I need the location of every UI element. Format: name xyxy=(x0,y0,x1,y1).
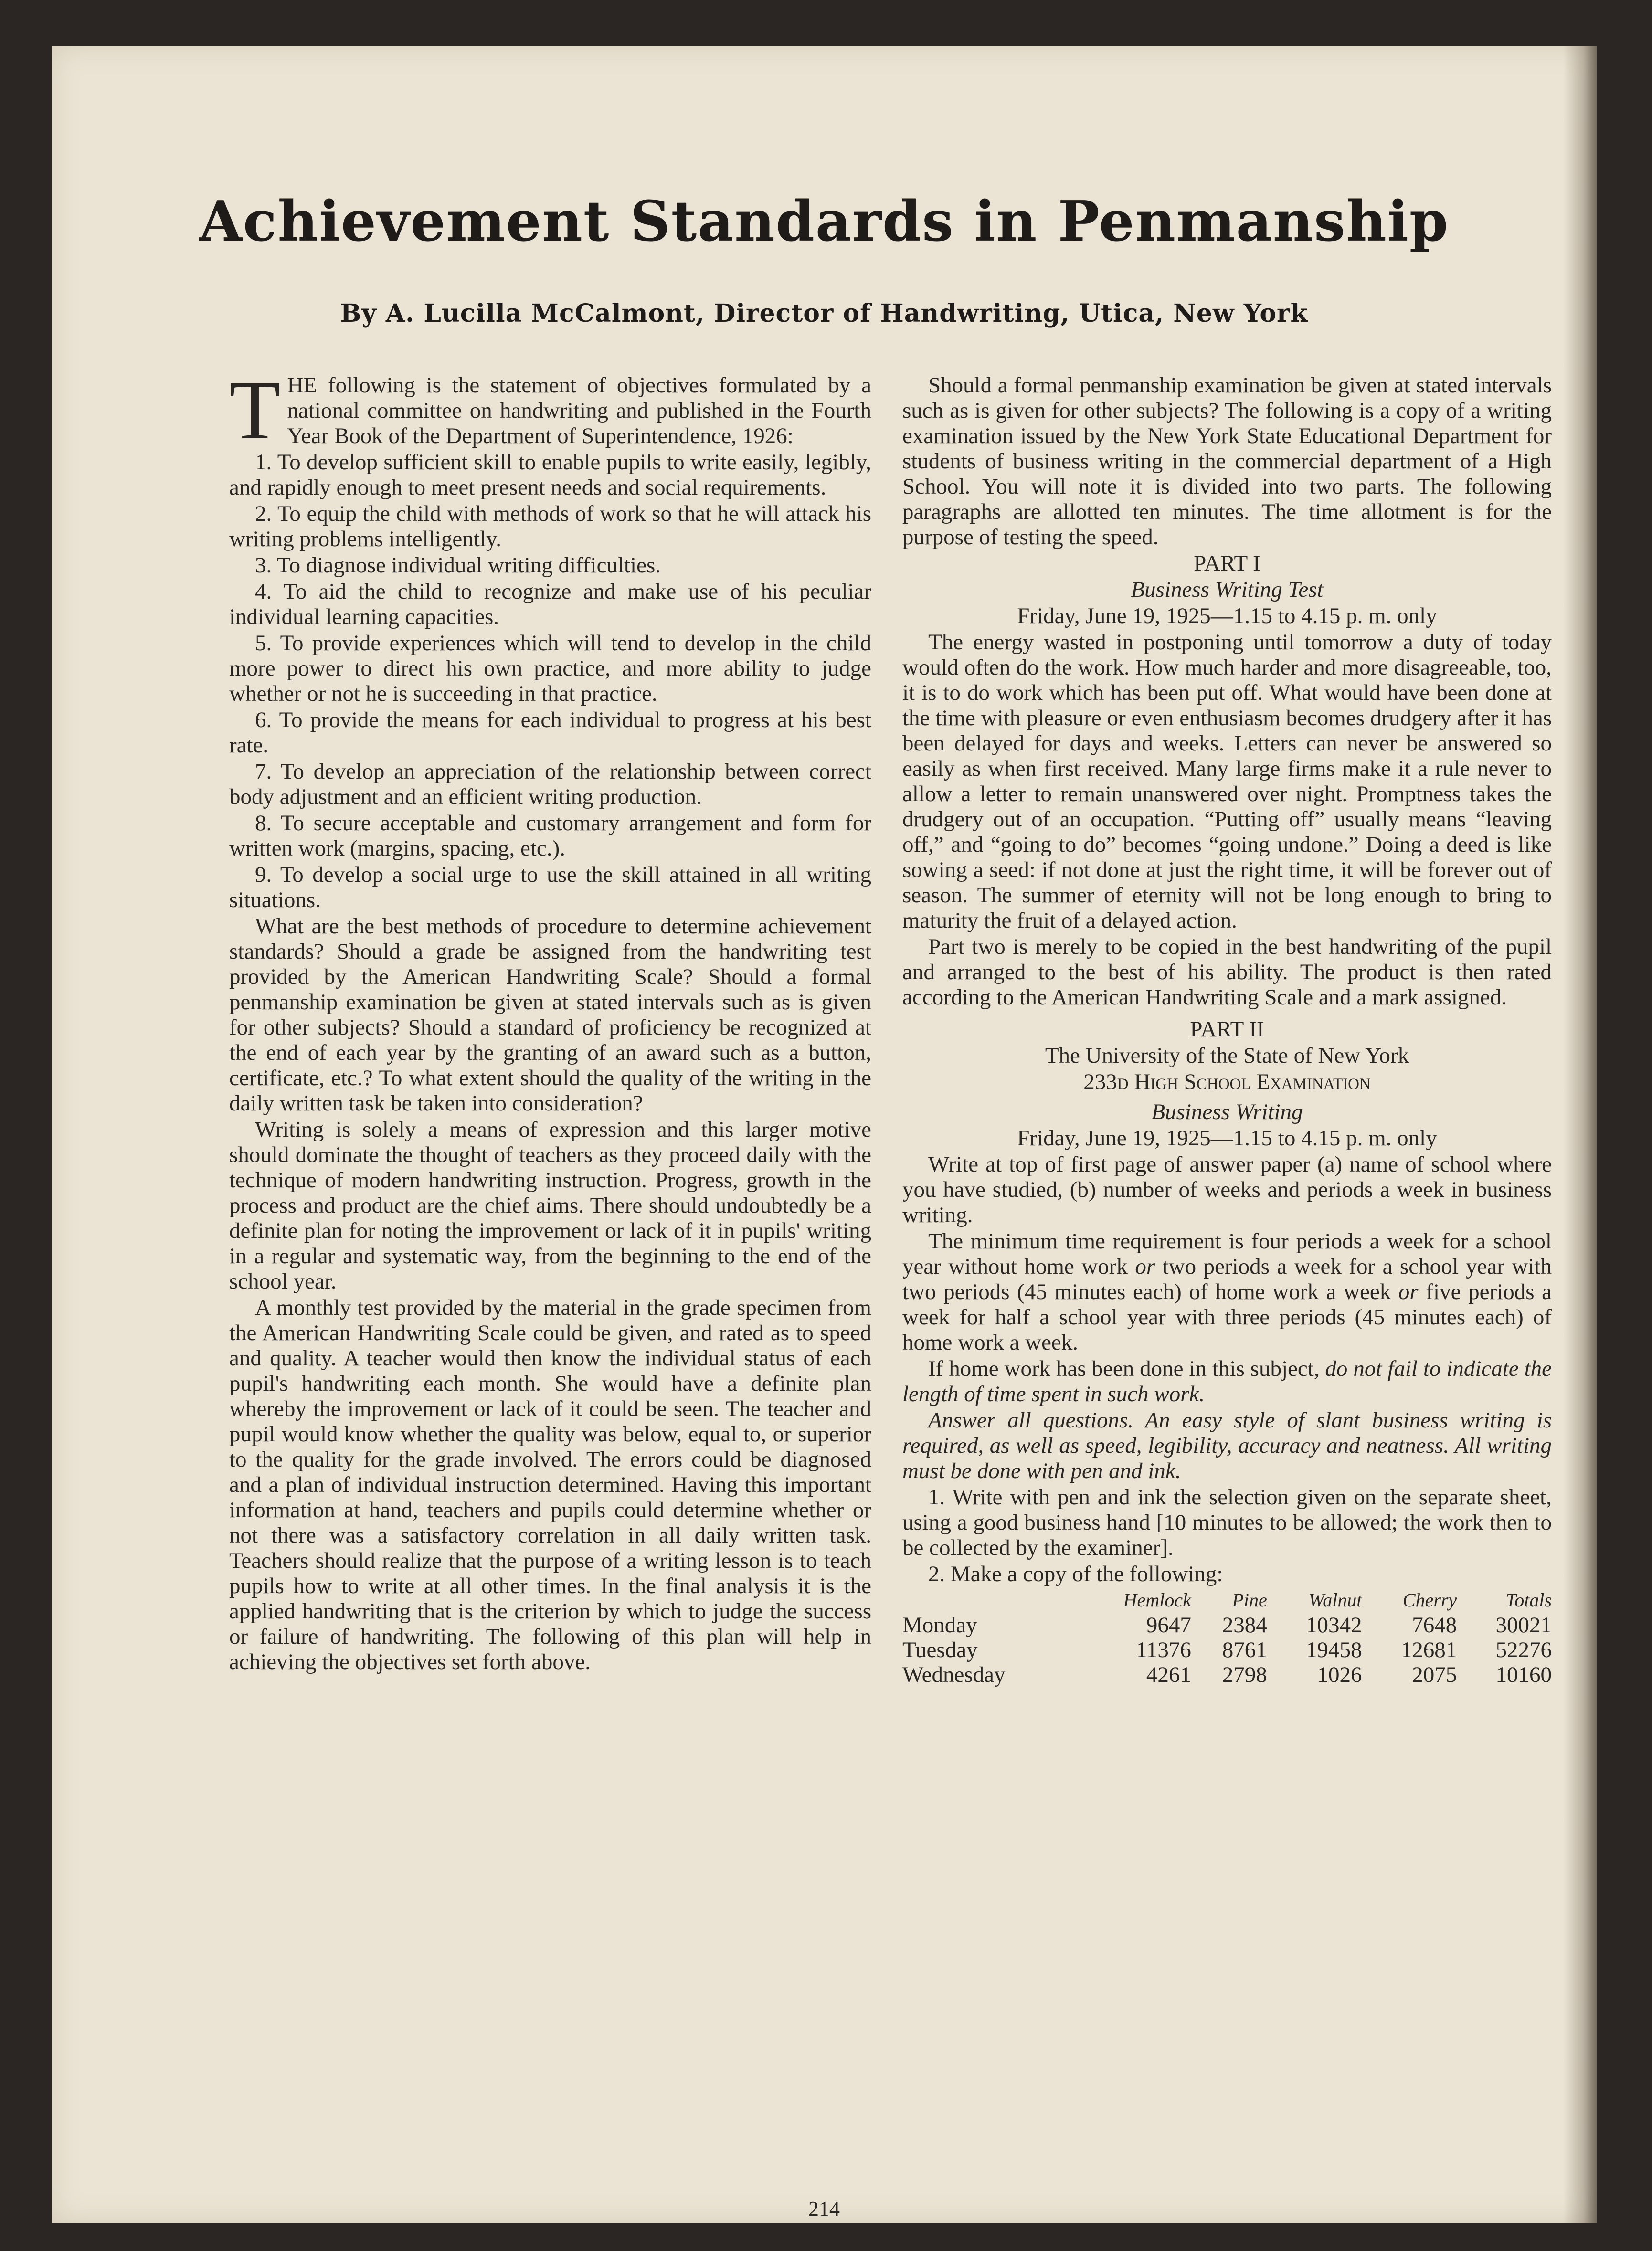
table-cell: 2384 xyxy=(1222,1613,1267,1638)
instruction-emphasis: or xyxy=(1135,1254,1155,1279)
right-column xyxy=(902,373,1552,1687)
table-cell: Monday xyxy=(902,1613,977,1638)
document-page xyxy=(52,46,1597,2223)
objective-item: 8. To secure acceptable and customary arrangement and form for written work (margins, spacing, etc.). xyxy=(229,811,871,861)
question-item: 2. Make a copy of the following: xyxy=(928,1562,1223,1586)
table-cell: 8761 xyxy=(1222,1638,1267,1662)
objective-item: 9. To develop a social urge to use the skill attained in all writing situations. xyxy=(229,862,871,912)
table-cell: Tuesday xyxy=(902,1638,978,1662)
table-cell: 2798 xyxy=(1222,1662,1267,1687)
objective-item: 7. To develop an appreciation of the relationship between correct body adjustment and an efficient writing production. xyxy=(229,759,871,809)
intro-paragraph xyxy=(229,364,871,457)
instruction-emphasis: do not fail to indicate the length of time spent in such work. xyxy=(902,1356,1552,1406)
body-paragraph: A monthly test provided by the material in the grade specimen from the American Handwriting Scale could be given, and rated as to speed and quality. A teacher would then know the individual status of each pupil's handwriting each month. She would have a definite plan whereby the improvement or lack of it could be seen. The teacher and pupil would know whether the quality was below, equal to, or superior to the quality for the grade involved. The errors could be diagnosed and a plan of individual instruction determined. Having this important information at hand, teachers and pupils could determine whether or not there was a satisfactory correlation in all daily written task. Teachers should realize that the purpose of a writing lesson is to teach pupils how to write at all other times. In the final analysis it is the applied handwriting that is the criterion by which to judge the success or failure of handwriting. The following of this plan will help in achieving the objectives set forth above. xyxy=(229,1295,871,1674)
instruction-text: five periods a week for half a school year with three periods (45 minutes each) of home work a week. xyxy=(902,1279,1552,1355)
table-header-cell xyxy=(902,1588,1076,1613)
table-cell: Wednesday xyxy=(902,1662,1006,1687)
table-cell: 12681 xyxy=(1400,1638,1457,1662)
objective-item: 6. To provide the means for each individual to progress at his best rate. xyxy=(229,708,871,758)
part1-subheading: Business Writing Test xyxy=(1131,577,1324,602)
exam-passage: The energy wasted in postponing until tomorrow a duty of today would often do the work. How much harder and more disagreeable, too, it is to do work which has been put off. What would have been done at the time with pleasure or even enthusiasm becomes drudgery after it has been delayed for days and weeks. Letters can never be answered so easily as when first received. Many large firms make it a rule never to allow a letter to remain unanswered over night. Promptness takes the drudgery out of an occupation. “Putting off” usually means “leaving off,” and “going to do” becomes “going undone.” Doing a deed is like sowing a seed: if not done at just the right time, it will be forever out of season. The summer of eternity will not be long enough to bring to maturity the fruit of a delayed action. xyxy=(902,630,1552,933)
instruction-text: If home work has been done in this subject, xyxy=(928,1356,1325,1381)
exam-name: 233d High School Examination xyxy=(1083,1069,1371,1094)
instruction-paragraph: Answer all questions. An easy style of slant business writing is required, as well as speed, legibility, accuracy and neatness. All writing must be done with pen and ink. xyxy=(902,1408,1552,1483)
objective-item: 5. To provide experiences which will tend to develop in the child more power to direct his own practice, and more ability to judge whether or not he is succeeding in that practice. xyxy=(229,631,871,706)
lumber-table xyxy=(902,1588,1552,1687)
binding-gutter-shadow xyxy=(1563,46,1597,2223)
instruction-emphasis: or xyxy=(1398,1279,1419,1304)
table-cell: 2075 xyxy=(1412,1662,1457,1687)
objective-item: 1. To develop sufficient skill to enable pupils to write easily, legibly, and rapidly enough to meet present needs and social requirements. xyxy=(229,450,871,500)
part2-heading: PART II xyxy=(1190,1017,1264,1042)
table-cell: 7648 xyxy=(1412,1613,1457,1638)
table-header-cell: Totals xyxy=(1505,1589,1552,1611)
table-header-row xyxy=(902,1588,1552,1613)
table-row xyxy=(902,1613,1552,1638)
objective-item: 4. To aid the child to recognize and make use of his peculiar individual learning capacities. xyxy=(229,579,871,629)
table-cell: 52276 xyxy=(1495,1638,1552,1662)
instruction-paragraph xyxy=(902,1229,1552,1355)
instruction-text: The minimum time requirement is four periods a week for a school year without home work xyxy=(902,1229,1552,1279)
table-cell: 1026 xyxy=(1317,1662,1362,1687)
body-paragraph: Part two is merely to be copied in the best handwriting of the pupil and arranged to the best of his ability. The product is then rated according to the American Handwriting Scale and a mark assigned. xyxy=(902,934,1552,1010)
article-title: Achievement Standards in Penmanship xyxy=(199,189,1450,254)
table-cell: 9647 xyxy=(1146,1613,1191,1638)
objective-item: 2. To equip the child with methods of work so that he will attack his writing problems intelligently. xyxy=(229,501,871,551)
body-paragraph: What are the best methods of procedure to determine achievement standards? Should a grade be assigned from the handwriting test provided by the American Handwriting Scale? Should a formal penmanship examination be given at stated intervals such as is given for other subjects? Should a standard of proficiency be recognized at the end of each year by the granting of an award such as a button, certificate, etc.? To what extent should the quality of the writing in the daily written task be taken into consideration? xyxy=(229,914,871,1116)
question-item: 1. Write with pen and ink the selection given on the separate sheet, using a good business hand [10 minutes to be allowed; the work then to be collected by the examiner]. xyxy=(902,1485,1552,1560)
table-cell: 30021 xyxy=(1495,1613,1552,1638)
left-column xyxy=(229,364,871,1676)
university-name: The University of the State of New York xyxy=(1045,1043,1409,1068)
table-header-cell: Walnut xyxy=(1308,1589,1362,1611)
part1-heading: PART I xyxy=(1194,551,1260,576)
instruction-paragraph: Write at top of first page of answer paper (a) name of school where you have studied, (b) number of weeks and periods a week in business writing. xyxy=(902,1152,1552,1227)
table-header-cell: Hemlock xyxy=(1123,1589,1191,1611)
article-byline: By A. Lucilla McCalmont, Director of Handwriting, Utica, New York xyxy=(340,299,1308,328)
table-cell: 10342 xyxy=(1306,1613,1362,1638)
body-paragraph: Should a formal penmanship examination be given at stated intervals such as is given for other subjects? The following is a copy of a writing examination issued by the New York State Educational Department for students of business writing in the commercial department of a High School. You will note it is divided into two parts. The following paragraphs are allotted ten minutes. The time allotment is for the purpose of testing the speed. xyxy=(902,373,1552,550)
table-row xyxy=(902,1638,1552,1662)
instruction-text: two periods a week for a school year with two periods (45 minutes each) of home work a week xyxy=(902,1254,1552,1304)
body-paragraph: Writing is solely a means of expression and this larger motive should dominate the thought of teachers as they proceed daily with the technique of modern handwriting instruction. Progress, growth in the process and product are the chief aims. There should undoubtedly be a definite plan for noting the improvement or lack of it in pupils' writing in a regular and systematic way, from the beginning to the end of the school year. xyxy=(229,1117,871,1294)
table-header-cell: Pine xyxy=(1232,1589,1267,1611)
intro-text: HE following is the statement of objectives formulated by a national committee on handwriting and published in the Fourth Year Book of the Department of Superintendence, 1926: xyxy=(287,373,871,448)
part2-subheading: Business Writing xyxy=(1151,1099,1303,1124)
instruction-paragraph xyxy=(902,1356,1552,1407)
part2-date: Friday, June 19, 1925—1.15 to 4.15 p. m. only xyxy=(1017,1126,1437,1151)
part1-date: Friday, June 19, 1925—1.15 to 4.15 p. m. only xyxy=(1017,603,1437,628)
page-number: 214 xyxy=(808,2197,840,2220)
table-cell: 4261 xyxy=(1146,1662,1191,1687)
table-header-cell: Cherry xyxy=(1402,1589,1457,1611)
table-cell: 11376 xyxy=(1136,1638,1191,1662)
objective-item: 3. To diagnose individual writing difficulties. xyxy=(255,553,661,578)
drop-cap: T xyxy=(229,364,281,457)
table-cell: 10160 xyxy=(1495,1662,1552,1687)
table-cell: 19458 xyxy=(1306,1638,1362,1662)
table-row xyxy=(902,1662,1552,1687)
